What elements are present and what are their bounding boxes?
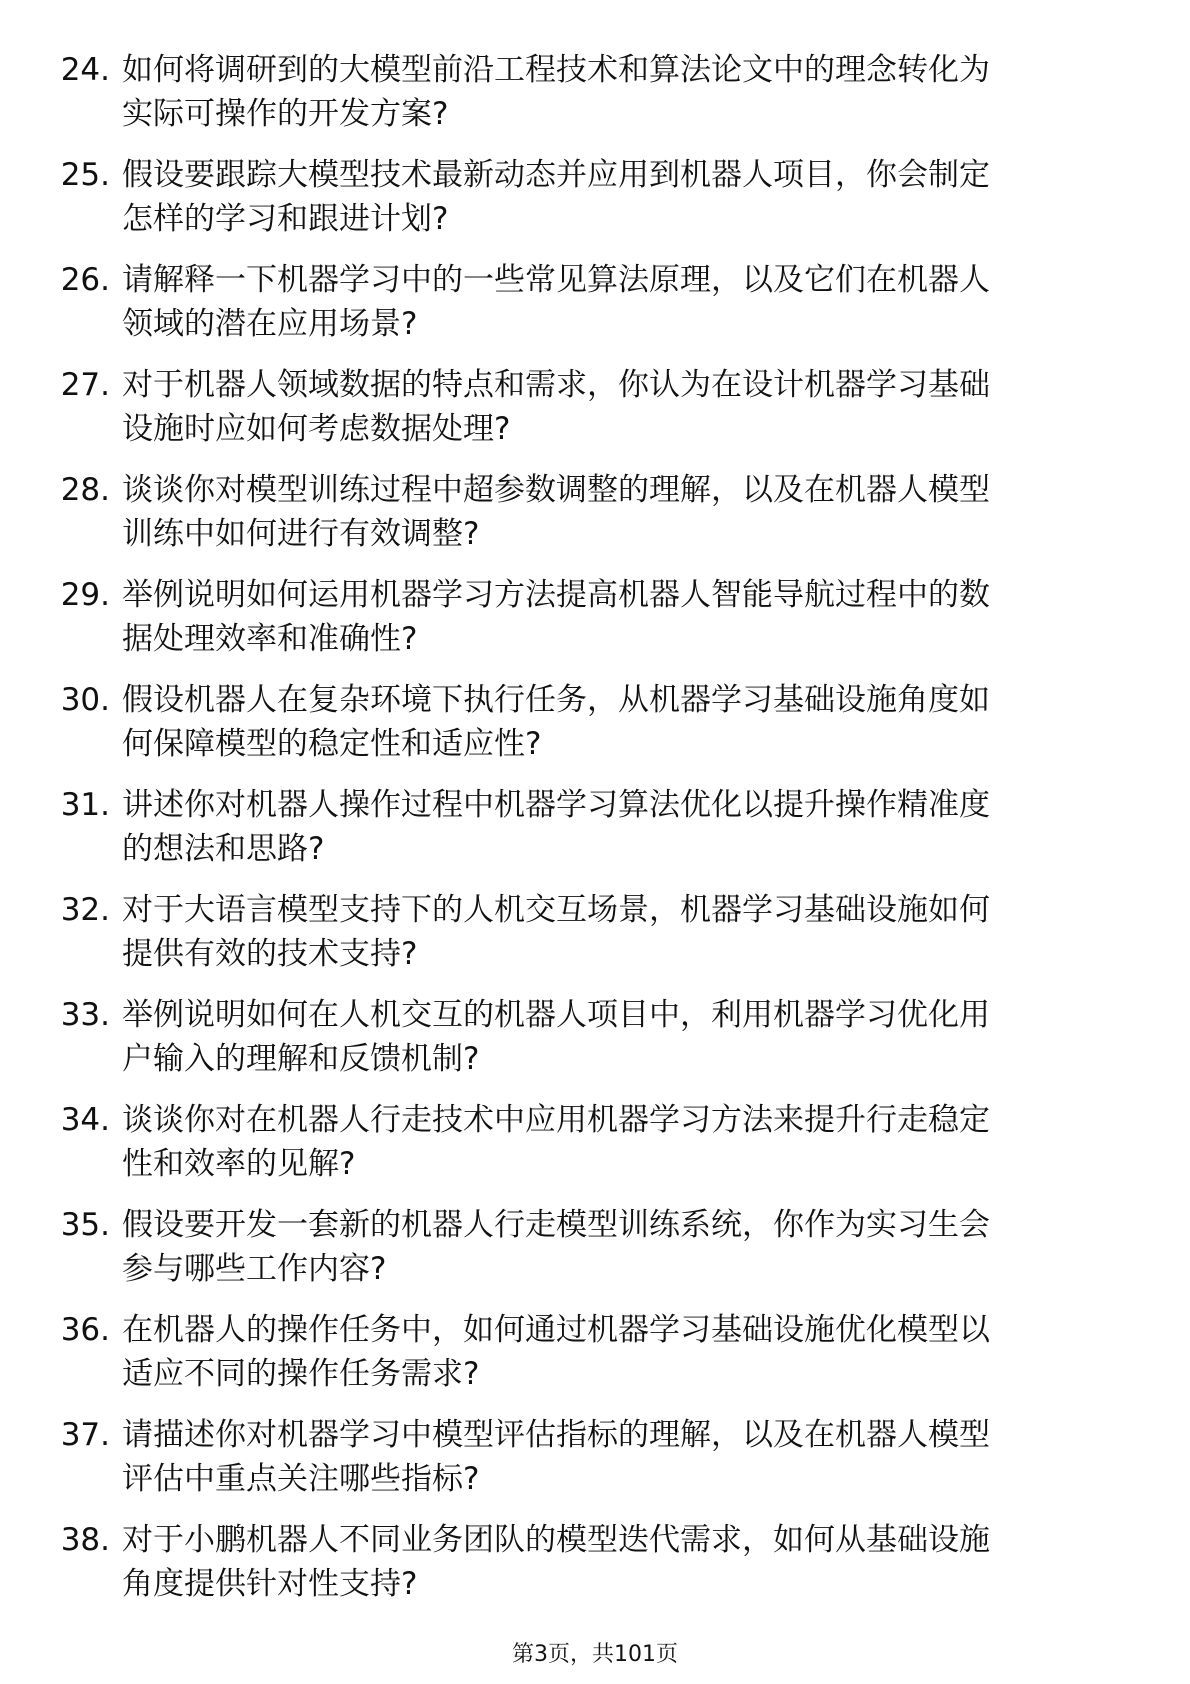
question-text — [122, 1308, 1142, 1396]
question-item — [52, 258, 1142, 363]
question-text-line: 设施时应如何考虑数据处理? — [122, 411, 511, 447]
question-number: 30. — [60, 682, 110, 718]
question-number: 31. — [60, 787, 110, 823]
question-text-line: 谈谈你对在机器人行走技术中应用机器学习方法来提升行走稳定 — [122, 1102, 990, 1138]
question-number: 25. — [60, 157, 110, 193]
question-number: 37. — [60, 1417, 110, 1453]
question-text — [122, 1413, 1142, 1501]
question-number: 29. — [60, 577, 110, 613]
question-text-line: 假设要跟踪大模型技术最新动态并应用到机器人项目，你会制定 — [122, 157, 990, 193]
question-number: 28. — [60, 472, 110, 508]
question-item — [52, 573, 1142, 678]
question-text-line: 如何将调研到的大模型前沿工程技术和算法论文中的理念转化为 — [122, 52, 990, 88]
question-number: 36. — [60, 1312, 110, 1348]
question-text-line: 对于大语言模型支持下的人机交互场景，机器学习基础设施如何 — [122, 892, 990, 928]
question-item — [52, 1413, 1142, 1518]
question-item — [52, 1518, 1142, 1623]
question-text-line: 据处理效率和准确性? — [122, 621, 418, 657]
question-text-line: 怎样的学习和跟进计划? — [122, 201, 449, 237]
question-text-line: 假设要开发一套新的机器人行走模型训练系统，你作为实习生会 — [122, 1207, 990, 1243]
question-text — [122, 1518, 1142, 1606]
question-text-line: 请描述你对机器学习中模型评估指标的理解，以及在机器人模型 — [122, 1417, 990, 1453]
question-text-line: 评估中重点关注哪些指标? — [122, 1461, 480, 1497]
question-text-line: 性和效率的见解? — [122, 1146, 356, 1182]
question-text — [122, 783, 1142, 871]
question-text-line: 提供有效的技术支持? — [122, 936, 418, 972]
question-text-line: 举例说明如何在人机交互的机器人项目中，利用机器学习优化用 — [122, 997, 990, 1033]
question-text-line: 领域的潜在应用场景? — [122, 306, 418, 342]
question-list — [52, 48, 1142, 1623]
question-text-line: 假设机器人在复杂环境下执行任务，从机器学习基础设施角度如 — [122, 682, 990, 718]
question-text — [122, 993, 1142, 1081]
question-number: 34. — [60, 1102, 110, 1138]
question-item — [52, 678, 1142, 783]
question-text — [122, 678, 1142, 766]
question-number: 27. — [60, 367, 110, 403]
question-text-line: 适应不同的操作任务需求? — [122, 1356, 480, 1392]
question-number: 33. — [60, 997, 110, 1033]
question-number: 35. — [60, 1207, 110, 1243]
question-text — [122, 468, 1142, 556]
question-text — [122, 363, 1142, 451]
question-number: 24. — [60, 52, 110, 88]
question-item — [52, 783, 1142, 888]
question-item — [52, 993, 1142, 1098]
question-text-line: 对于机器人领域数据的特点和需求，你认为在设计机器学习基础 — [122, 367, 990, 403]
question-text — [122, 48, 1142, 136]
question-item — [52, 363, 1142, 468]
question-text-line: 对于小鹏机器人不同业务团队的模型迭代需求，如何从基础设施 — [122, 1522, 990, 1558]
question-text — [122, 1203, 1142, 1291]
question-text-line: 在机器人的操作任务中，如何通过机器学习基础设施优化模型以 — [122, 1312, 990, 1348]
question-text-line: 举例说明如何运用机器学习方法提高机器人智能导航过程中的数 — [122, 577, 990, 613]
question-item — [52, 1203, 1142, 1308]
question-text-line: 的想法和思路? — [122, 831, 325, 867]
question-item — [52, 1098, 1142, 1203]
question-text — [122, 258, 1142, 346]
question-item — [52, 468, 1142, 573]
question-number: 26. — [60, 262, 110, 298]
question-text-line: 请解释一下机器学习中的一些常见算法原理，以及它们在机器人 — [122, 262, 990, 298]
question-text-line: 实际可操作的开发方案? — [122, 96, 449, 132]
question-text — [122, 888, 1142, 976]
page-footer: 第3页，共101页 — [512, 1642, 678, 1667]
question-item — [52, 153, 1142, 258]
question-text-line: 参与哪些工作内容? — [122, 1251, 387, 1287]
question-text-line: 角度提供针对性支持? — [122, 1566, 418, 1602]
question-text — [122, 573, 1142, 661]
question-text-line: 户输入的理解和反馈机制? — [122, 1041, 480, 1077]
question-item — [52, 1308, 1142, 1413]
question-text — [122, 1098, 1142, 1186]
question-item — [52, 888, 1142, 993]
question-number: 38. — [60, 1522, 110, 1558]
question-number: 32. — [60, 892, 110, 928]
question-text — [122, 153, 1142, 241]
question-text-line: 谈谈你对模型训练过程中超参数调整的理解，以及在机器人模型 — [122, 472, 990, 508]
question-text-line: 讲述你对机器人操作过程中机器学习算法优化以提升操作精准度 — [122, 787, 990, 823]
question-item — [52, 48, 1142, 153]
question-text-line: 何保障模型的稳定性和适应性? — [122, 726, 542, 762]
question-text-line: 训练中如何进行有效调整? — [122, 516, 480, 552]
